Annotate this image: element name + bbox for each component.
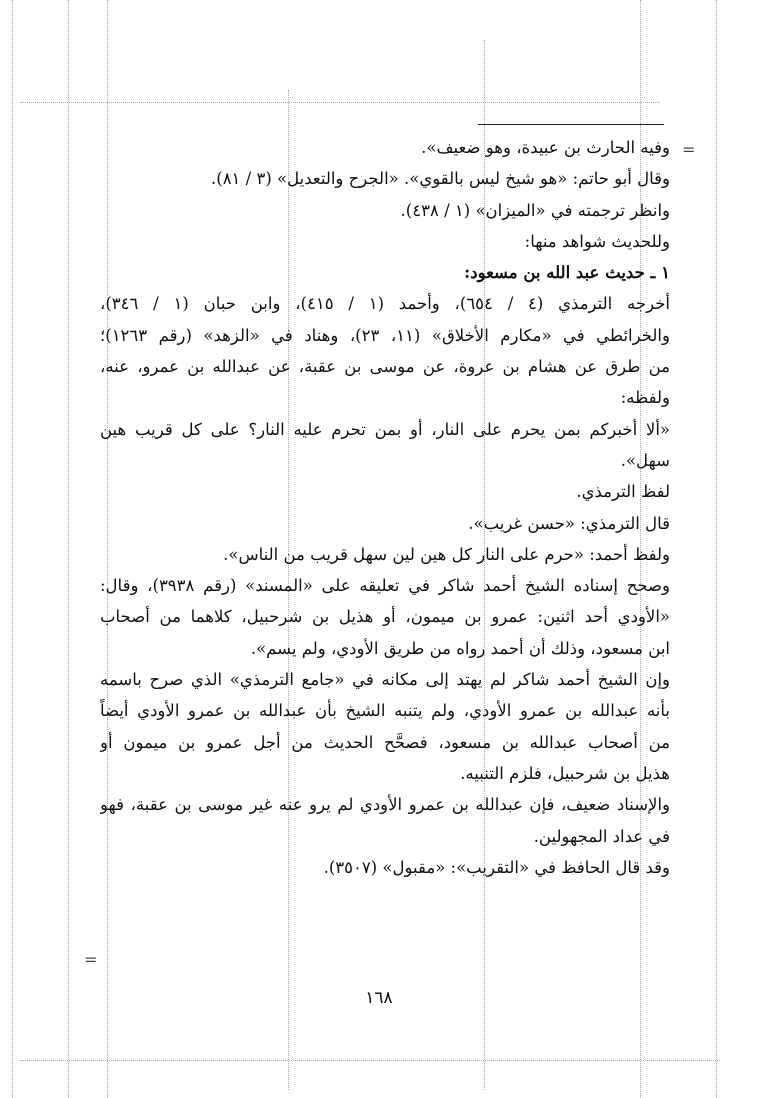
scan-guide-line [716, 0, 717, 1098]
scan-guide-line [20, 102, 660, 103]
text-line: وقد قال الحافظ في «التقريب»: «مقبول» (٣٥٠٧). [323, 857, 670, 877]
margin-mark: = [682, 140, 696, 159]
text-body [100, 132, 670, 883]
text-line: في عداد المجهولين. [533, 826, 670, 846]
text-line: لفظ الترمذي. [576, 482, 670, 502]
text-line: «الأودي أحد اثنين: عمرو بن ميمون، أو هذيل بن شرحبيل، كلاهما من أصحاب [100, 607, 670, 627]
text-line: وللحديث شواهد منها: [524, 231, 670, 251]
margin-mark: = [84, 950, 98, 969]
text-line: والخرائطي في «مكارم الأخلاق» (١١، ٢٣)، وهناد في «الزهد» (رقم ١٢٦٣)؛ [100, 325, 670, 345]
text-line: والإسناد ضعيف، فإن عبدالله بن عمرو الأودي لم يرو عنه غير موسى بن عقبة، فهو [100, 795, 670, 815]
footnote-rule [478, 124, 664, 125]
text-line: وصحح إسناده الشيخ أحمد شاكر في تعليقه على «المسند» (رقم ٣٩٣٨)، وقال: [100, 576, 670, 596]
page-number: ١٦٨ [365, 988, 393, 1008]
text-line: وإن الشيخ أحمد شاكر لم يهتد إلى مكانه في «جامع الترمذي» الذي صرح باسمه [100, 670, 670, 690]
hadith-quote-line: سهل». [620, 450, 670, 470]
text-line: وقال أبو حاتم: «هو شيخ ليس بالقوي». «الجرح والتعديل» (٣ / ٨١). [211, 169, 670, 189]
text-line: ولفظه: [620, 388, 670, 408]
text-line: قال الترمذي: «حسن غريب». [468, 513, 670, 533]
scan-guide-line [12, 0, 13, 1098]
text-line: هذيل بن شرحبيل، فلزم التنبيه. [460, 763, 670, 783]
scan-guide-line [20, 1060, 720, 1061]
text-line: ابن مسعود، وذلك أن أحمد رواه من طريق الأودي، ولم يسم». [250, 638, 670, 658]
section-heading: ١ ـ حديث عبد الله بن مسعود: [464, 263, 670, 283]
text-line: من أصحاب عبدالله بن مسعود، فصحَّح الحديث من أجل عمرو بن ميمون أو [100, 732, 670, 752]
text-line: ولفظ أحمد: «حرم على النار كل هين لين سهل قريب من الناس». [223, 544, 670, 564]
text-line: وانظر ترجمته في «الميزان» (١ / ٤٣٨). [400, 200, 670, 220]
text-line: أخرجه الترمذي (٤ / ٦٥٤)، وأحمد (١ / ٤١٥)، وابن حبان (١ / ٣٤٦)، [100, 294, 670, 314]
text-line: من طرق عن هشام بن عروة، عن موسى بن عقبة، عن عبدالله بن عمرو، عنه، [100, 357, 670, 377]
hadith-quote-line: «ألا أخبركم بمن يحرم على النار، أو بمن تحرم عليه النار؟ على كل قريب هين [100, 419, 670, 439]
text-line: وفيه الحارث بن عبيدة، وهو ضعيف». [421, 138, 670, 157]
text-line: بأنه عبدالله بن عمرو الأودي، ولم يتنبه الشيخ بأن عبدالله بن عمرو الأودي أيضاً [100, 701, 670, 721]
scan-guide-line [68, 0, 69, 1098]
